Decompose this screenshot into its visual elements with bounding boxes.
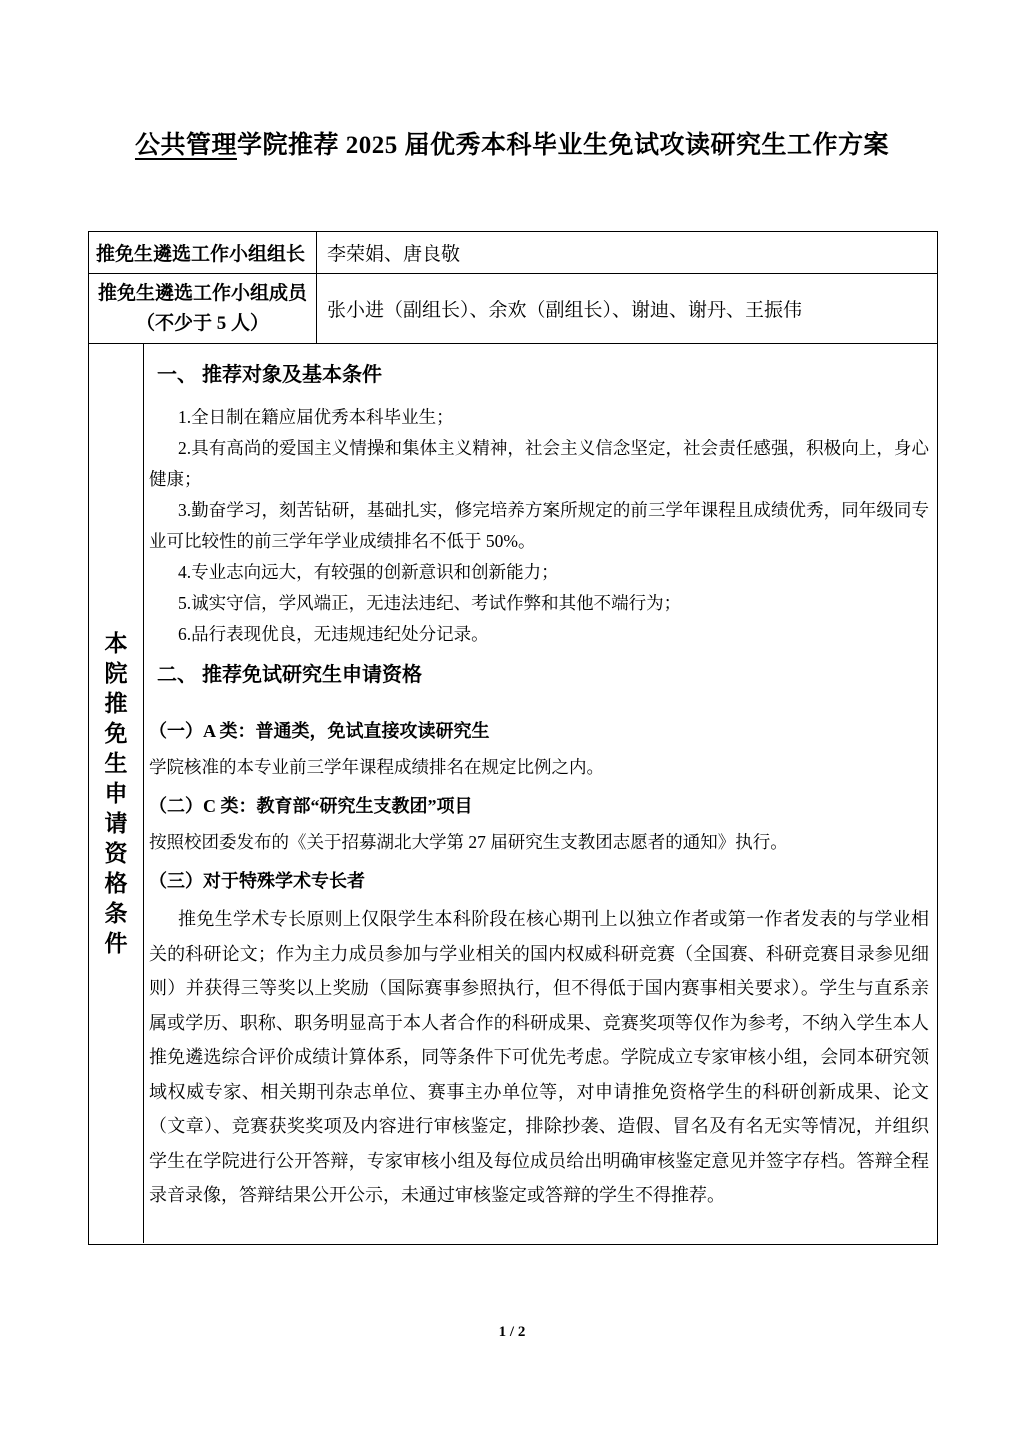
subsection-c-heading: （二）C 类：教育部“研究生支教团”项目 <box>149 796 473 816</box>
table-row-leader <box>89 232 937 273</box>
section1-heading: 一、 推荐对象及基本条件 <box>157 364 382 386</box>
document-title <box>0 128 1024 164</box>
subsection-special-body: 推免生学术专长原则上仅限学生本科阶段在核心期刊上以独立作者或第一作者发表的与学业相关的科研论文；作为主力成员参加与学业相关的国内权威科研竞赛（全国赛、科研竞赛目录参见细则）并获得三等奖以上奖励（国际赛事参照执行，但不得低于国内赛事相关要求）。学生与直系亲属或学历、职称、职务明显高于本人者合作的科研成果、竞赛奖项等仅作为参考，不纳入学生本人推免遴选综合评价成绩计算体系，同等条件下可优先考虑。学院成立专家审核小组，会同本研究领域权威专家、相关期刊杂志单位、赛事主办单位等，对申请推免资格学生的科研创新成果、论文（文章）、竞赛获奖奖项及内容进行审核鉴定，排除抄袭、造假、冒名及有名无实等情况，并组织学生在学院进行公开答辩，专家审核小组及每位成员给出明确审核鉴定意见并签字存档。答辩全程录音录像，答辩结果公开公示，未通过审核鉴定或答辩的学生不得推荐。 <box>149 909 929 1205</box>
row1-value: 李荣娟、唐良敬 <box>316 232 937 273</box>
title-underlined-part: 公共管理 <box>134 132 237 159</box>
subsection-special-heading: （三）对于特殊学术专长者 <box>149 871 365 891</box>
subsection-c-body: 按照校团委发布的《关于招募湖北大学第 27 届研究生支教团志愿者的通知》执行。 <box>149 832 788 852</box>
subsection-a-heading: （一）A 类：普通类，免试直接攻读研究生 <box>149 721 490 741</box>
row2-label-line1: 推免生遴选工作小组成员 <box>97 282 307 304</box>
condition-item-1: 1.全日制在籍应届优秀本科毕业生； <box>178 407 454 427</box>
condition-item-4: 4.专业志向远大，有较强的创新意识和创新能力； <box>178 562 559 582</box>
row3-content-cell <box>143 344 937 1243</box>
title-rest-part: 学院推荐 2025 届优秀本科毕业生免试攻读研究生工作方案 <box>237 132 890 159</box>
section2-heading: 二、 推荐免试研究生申请资格 <box>157 664 422 686</box>
row2-label-line2: （不少于 5 人） <box>135 312 269 334</box>
condition-item-2: 2.具有高尚的爱国主义情操和集体主义精神，社会主义信念坚定，社会责任感强，积极向上，身心健康； <box>149 438 929 489</box>
subsection-a-body: 学院核准的本专业前三学年课程成绩排名在规定比例之内。 <box>149 757 604 777</box>
condition-item-5: 5.诚实守信，学风端正，无违法违纪、考试作弊和其他不端行为； <box>178 593 682 613</box>
row3-side-cell <box>89 344 143 1243</box>
table-row-conditions <box>89 343 937 1243</box>
row1-label: 推免生遴选工作小组组长 <box>96 244 306 265</box>
row2-label <box>89 274 316 343</box>
main-table <box>88 231 938 1245</box>
condition-item-3: 3.勤奋学习，刻苦钻研，基础扎实，修完培养方案所规定的前三学年课程且成绩优秀，同年级同专业可比较性的前三学年学业成绩排名不低于 50%。 <box>149 500 929 551</box>
table-row-members <box>89 273 937 343</box>
side-label-vertical-text: 本院推免生申请资格条件 <box>104 630 128 956</box>
row2-value: 张小进（副组长）、余欢（副组长）、谢迪、谢丹、王振伟 <box>316 274 937 343</box>
page-number: 1 / 2 <box>498 1324 526 1340</box>
condition-item-6: 6.品行表现优良，无违规违纪处分记录。 <box>178 624 489 644</box>
